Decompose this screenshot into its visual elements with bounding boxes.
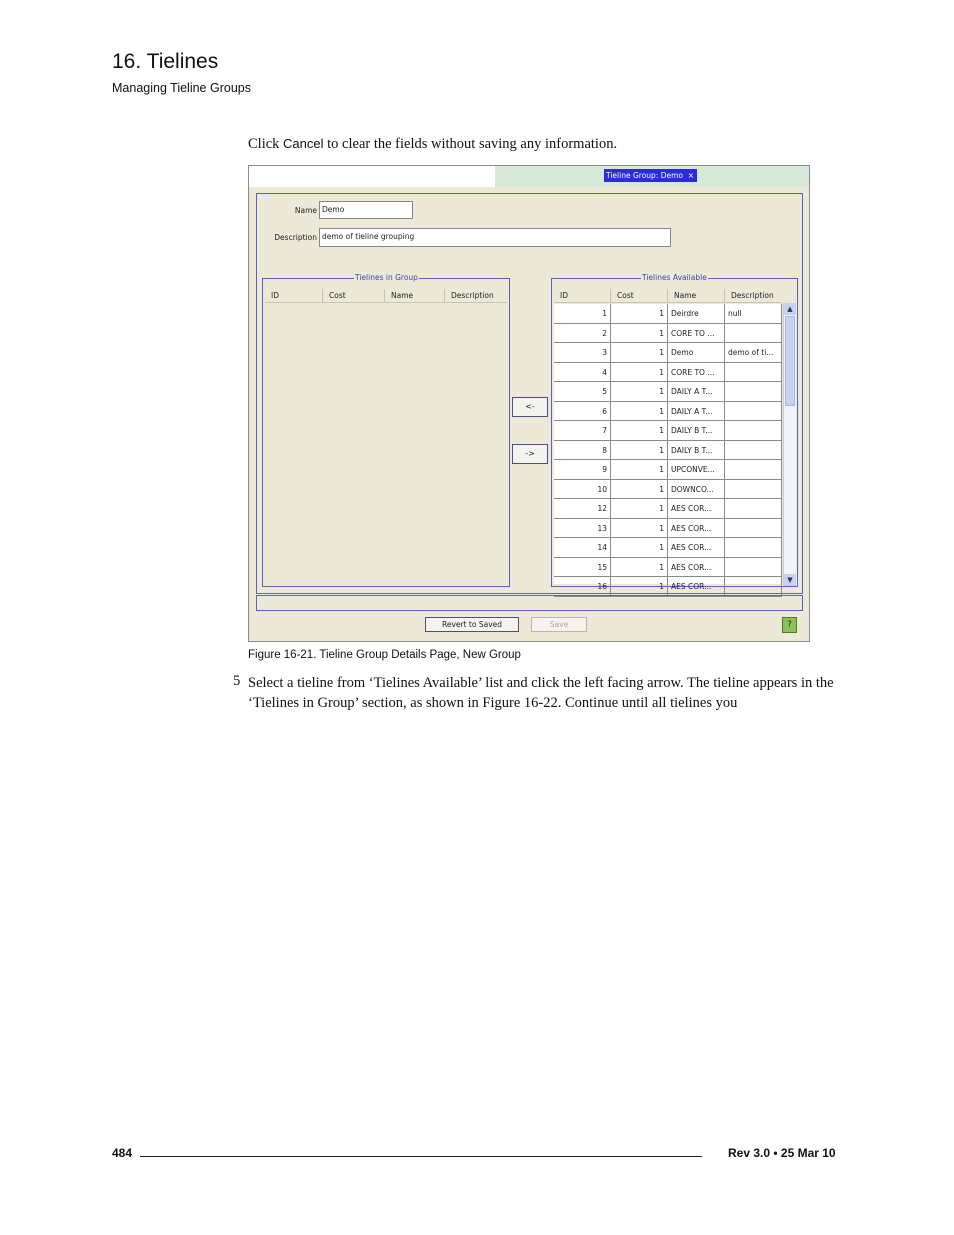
step-number: 5	[233, 673, 241, 689]
column-header-description[interactable]: Description	[731, 291, 774, 300]
column-header-cost[interactable]: Cost	[611, 289, 668, 302]
table-row[interactable]	[554, 363, 782, 383]
available-scrollbar[interactable]	[783, 303, 796, 586]
name-label: Name	[294, 206, 317, 215]
cell-id: 3	[554, 343, 611, 362]
table-row[interactable]	[554, 382, 782, 402]
column-header-cost[interactable]: Cost	[323, 289, 385, 302]
cell-cost: 1	[611, 363, 668, 382]
cell-name: UPCONVE...	[668, 460, 725, 479]
cell-description	[725, 441, 782, 460]
column-header-name[interactable]: Name	[385, 289, 445, 302]
revert-to-saved-button[interactable]: Revert to Saved	[425, 617, 519, 632]
table-row[interactable]	[554, 441, 782, 461]
cell-description	[725, 460, 782, 479]
cell-id: 9	[554, 460, 611, 479]
cell-name: DOWNCO...	[668, 480, 725, 499]
cell-id: 5	[554, 382, 611, 401]
cell-description	[725, 382, 782, 401]
table-row[interactable]	[554, 402, 782, 422]
save-button[interactable]: Save	[531, 617, 587, 632]
cell-description	[725, 538, 782, 557]
cell-description	[725, 499, 782, 518]
cell-name: DAILY B T...	[668, 441, 725, 460]
cell-id: 2	[554, 324, 611, 343]
close-icon[interactable]: ×	[687, 171, 694, 180]
cell-description	[725, 363, 782, 382]
cell-cost: 1	[611, 480, 668, 499]
cell-name: Deirdre	[668, 304, 725, 323]
cell-name: CORE TO ...	[668, 324, 725, 343]
cell-description	[725, 577, 782, 596]
available-header	[554, 289, 782, 303]
cell-id: 8	[554, 441, 611, 460]
cell-id: 1	[554, 304, 611, 323]
cell-cost: 1	[611, 499, 668, 518]
cell-description	[725, 421, 782, 440]
footer-rule	[140, 1156, 702, 1157]
intro-text-after: to clear the fields without saving any information.	[323, 136, 618, 152]
cell-name: AES COR...	[668, 519, 725, 538]
cell-name: DAILY A T...	[668, 402, 725, 421]
scroll-up-icon[interactable]: ▲	[784, 303, 796, 315]
cell-description: demo of ti...	[725, 343, 782, 362]
cell-description	[725, 324, 782, 343]
cell-cost: 1	[611, 402, 668, 421]
cell-id: 12	[554, 499, 611, 518]
table-row[interactable]	[554, 577, 782, 597]
cell-cost: 1	[611, 558, 668, 577]
cell-id: 4	[554, 363, 611, 382]
cell-id: 16	[554, 577, 611, 596]
cell-cost: 1	[611, 304, 668, 323]
description-input[interactable]: demo of tieline grouping	[319, 228, 671, 247]
available-rows	[554, 304, 782, 591]
tielines-available-title: Tielines Available	[642, 273, 707, 282]
table-row[interactable]	[554, 460, 782, 480]
scroll-thumb[interactable]	[785, 316, 795, 406]
cell-cost: 1	[611, 519, 668, 538]
section-subtitle: Managing Tieline Groups	[112, 81, 251, 95]
revision-label: Rev 3.0 • 25 Mar 10	[728, 1146, 836, 1160]
table-row[interactable]	[554, 343, 782, 363]
cell-name: CORE TO ...	[668, 363, 725, 382]
cell-name: AES COR...	[668, 558, 725, 577]
help-icon[interactable]: ?	[782, 617, 797, 633]
cell-cost: 1	[611, 538, 668, 557]
name-input[interactable]: Demo	[319, 201, 413, 219]
column-header-description[interactable]: Description	[451, 291, 494, 300]
move-left-button[interactable]: <-	[512, 397, 548, 417]
step-text: Select a tieline from ‘Tielines Available’ list and click the left facing arrow. The tieline appears in the ‘Tielines in Group’ section, as shown in Figure 16-22. Continue until all tielines you	[248, 675, 834, 711]
cancel-keyword: Cancel	[283, 136, 324, 151]
cell-id: 10	[554, 480, 611, 499]
cell-id: 7	[554, 421, 611, 440]
cell-id: 13	[554, 519, 611, 538]
cell-name: DAILY B T...	[668, 421, 725, 440]
window-title-tab[interactable]	[604, 169, 697, 182]
column-header-id[interactable]: ID	[554, 289, 611, 302]
cell-cost: 1	[611, 324, 668, 343]
tielines-available-panel	[551, 273, 798, 591]
description-label: Description	[274, 233, 317, 242]
column-header-name[interactable]: Name	[668, 289, 725, 302]
figure-caption: Figure 16-21. Tieline Group Details Page, New Group	[248, 649, 521, 661]
details-panel	[256, 193, 803, 594]
cell-cost: 1	[611, 421, 668, 440]
cell-name: AES COR...	[668, 538, 725, 557]
cell-description	[725, 558, 782, 577]
chapter-title: 16. Tielines	[112, 50, 219, 73]
intro-text-before: Click	[248, 136, 284, 152]
move-right-button[interactable]: ->	[512, 444, 548, 464]
tielines-in-group-panel	[262, 273, 510, 587]
tab-area	[249, 166, 495, 187]
screenshot-figure	[248, 165, 810, 642]
table-row[interactable]	[554, 538, 782, 558]
window-title-text: Tieline Group: Demo	[606, 171, 683, 180]
table-row[interactable]	[554, 480, 782, 500]
cell-name: Demo	[668, 343, 725, 362]
cell-description	[725, 480, 782, 499]
in-group-header	[265, 289, 507, 303]
cell-id: 6	[554, 402, 611, 421]
page-number: 484	[112, 1146, 133, 1160]
cell-description	[725, 402, 782, 421]
table-row[interactable]	[554, 499, 782, 519]
status-bar	[256, 595, 803, 611]
cell-cost: 1	[611, 382, 668, 401]
table-row[interactable]	[554, 558, 782, 578]
cell-cost: 1	[611, 577, 668, 596]
intro-paragraph	[248, 136, 617, 153]
cell-id: 14	[554, 538, 611, 557]
cell-cost: 1	[611, 343, 668, 362]
cell-description: null	[725, 304, 782, 323]
table-row[interactable]	[554, 519, 782, 539]
table-row[interactable]	[554, 421, 782, 441]
tielines-in-group-title: Tielines in Group	[355, 273, 418, 282]
cell-cost: 1	[611, 441, 668, 460]
cell-cost: 1	[611, 460, 668, 479]
cell-id: 15	[554, 558, 611, 577]
scroll-down-icon[interactable]: ▼	[784, 574, 796, 586]
table-row[interactable]	[554, 324, 782, 344]
column-header-id[interactable]: ID	[265, 289, 323, 302]
cell-name: AES COR...	[668, 499, 725, 518]
cell-name: DAILY A T...	[668, 382, 725, 401]
cell-name: AES COR...	[668, 577, 725, 596]
cell-description	[725, 519, 782, 538]
table-row[interactable]	[554, 304, 782, 324]
